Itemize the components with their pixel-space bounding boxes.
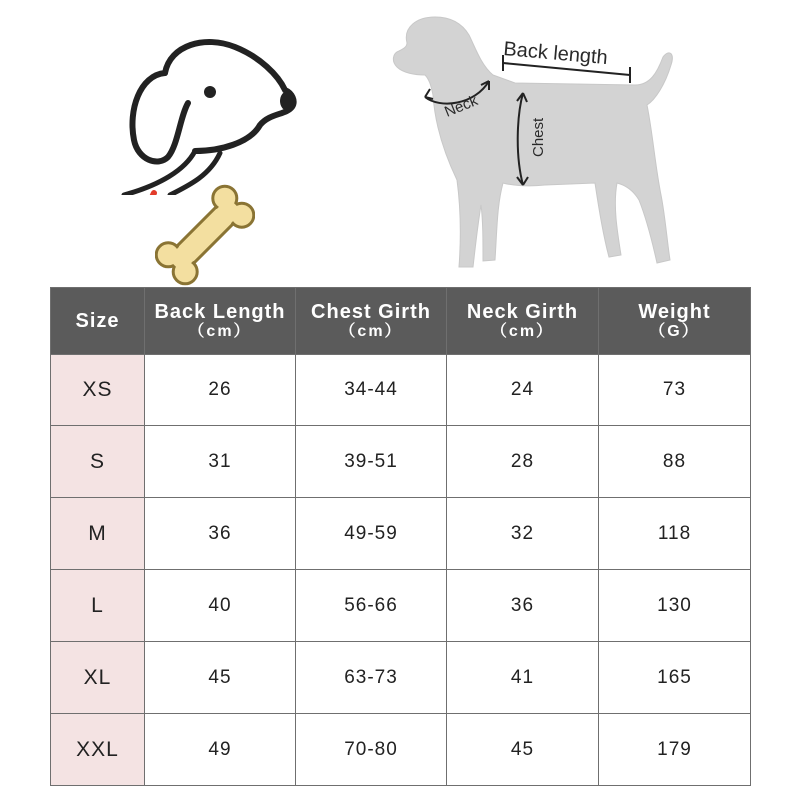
illustrations	[0, 0, 800, 285]
back-length-cell: 49	[145, 714, 296, 786]
table-row	[51, 714, 751, 786]
chest-girth-cell: 49-59	[296, 498, 447, 570]
bone-icon	[155, 180, 255, 290]
header-unit: （cm）	[490, 323, 555, 340]
header-unit: （cm）	[339, 323, 403, 340]
size-cell: M	[51, 498, 145, 570]
header-label: Size	[75, 310, 120, 332]
dog-ear	[132, 73, 188, 162]
table-row	[51, 498, 751, 570]
size-cell: XL	[51, 642, 145, 714]
size-cell: S	[51, 426, 145, 498]
weight-cell: 73	[599, 355, 751, 426]
chest-label: Chest	[530, 117, 547, 157]
size-cell: L	[51, 570, 145, 642]
header-label: Weight	[638, 301, 711, 323]
neck-girth-cell: 24	[447, 355, 599, 426]
back-length-cell: 26	[145, 355, 296, 426]
header-weight	[599, 288, 751, 355]
back-length-cell: 40	[145, 570, 296, 642]
back-length-cell: 31	[145, 426, 296, 498]
back-length-cell: 45	[145, 642, 296, 714]
dog-eye	[204, 86, 216, 98]
dog-head-outline	[165, 42, 294, 151]
header-unit: （cm）	[188, 323, 252, 340]
size-chart-table	[50, 287, 751, 786]
table-row	[51, 570, 751, 642]
neck-girth-cell: 45	[447, 714, 599, 786]
weight-cell: 179	[599, 714, 751, 786]
neck-label: Neck	[442, 92, 481, 121]
weight-cell: 118	[599, 498, 751, 570]
table-header-row	[51, 288, 751, 355]
header-chest-girth	[296, 288, 447, 355]
size-cell: XS	[51, 355, 145, 426]
chest-girth-cell: 34-44	[296, 355, 447, 426]
dog-head-illustration	[110, 35, 310, 195]
weight-cell: 88	[599, 426, 751, 498]
neck-girth-cell: 28	[447, 426, 599, 498]
weight-cell: 130	[599, 570, 751, 642]
header-neck-girth	[447, 288, 599, 355]
header-size	[51, 288, 145, 355]
neck-girth-cell: 32	[447, 498, 599, 570]
neck-girth-cell: 41	[447, 642, 599, 714]
table-row	[51, 642, 751, 714]
back-length-cell: 36	[145, 498, 296, 570]
table-row	[51, 426, 751, 498]
header-label: Chest Girth	[311, 301, 431, 323]
back-length-label: Back length	[502, 38, 609, 70]
dog-nose	[280, 91, 296, 111]
neck-girth-cell: 36	[447, 570, 599, 642]
table-row	[51, 355, 751, 426]
chest-girth-cell: 70-80	[296, 714, 447, 786]
header-label: Neck Girth	[466, 301, 579, 323]
weight-cell: 165	[599, 642, 751, 714]
dog-measurement-diagram	[385, 5, 685, 280]
chest-girth-cell: 56-66	[296, 570, 447, 642]
chest-girth-cell: 39-51	[296, 426, 447, 498]
header-label: Back Length	[154, 301, 286, 323]
header-unit: （G）	[649, 323, 700, 340]
chest-girth-cell: 63-73	[296, 642, 447, 714]
size-cell: XXL	[51, 714, 145, 786]
header-back-length	[145, 288, 296, 355]
